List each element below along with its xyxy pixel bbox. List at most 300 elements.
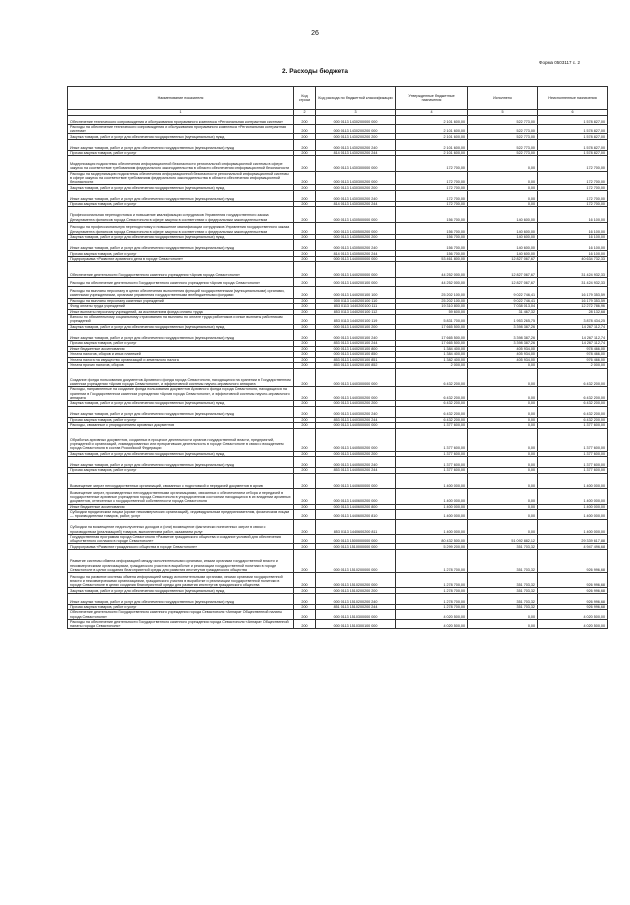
row-executed: 0,00 <box>468 363 538 369</box>
row-unexecuted: 4 947 496,68 <box>538 544 608 550</box>
row-kbk: 853 0113 1440200100 112 <box>316 309 396 315</box>
row-approved: 172 700,00 <box>396 171 468 185</box>
row-name: Модернизация подсистемы обеспечения информационной безопасности региональной информационной системы в сфере закупок на соответствие требованиям федерального законодательства в области обеспечения информационной безопасности <box>68 156 294 171</box>
row-kbk: 853 0113 1440200100 244 <box>316 341 396 347</box>
row-line-code: 200 <box>294 588 316 594</box>
table-row <box>68 534 608 544</box>
header-executed: Исполнено <box>468 87 538 110</box>
table-row <box>68 134 608 140</box>
row-unexecuted: 1 400 000,00 <box>538 510 608 520</box>
row-line-code: 200 <box>294 190 316 201</box>
row-kbk: 000 0113 1430200200 000 <box>316 124 396 134</box>
header-kbk: Код расхода по бюджетной классификации <box>316 87 396 110</box>
row-executed: 0,00 <box>468 468 538 474</box>
row-line-code: 200 <box>294 604 316 610</box>
table-row <box>68 387 608 401</box>
row-kbk: 000 0113 1430500000 000 <box>316 207 396 222</box>
row-kbk: 000 0113 1440600200 000 <box>316 489 396 504</box>
row-kbk: 000 0113 1440300200 240 <box>316 406 396 417</box>
row-kbk: 000 0113 1500000000 000 <box>316 534 396 544</box>
row-kbk: 000 0113 1430500200 000 <box>316 222 396 234</box>
row-unexecuted: 16 100,00 <box>538 240 608 251</box>
row-name: Закупка товаров, работ и услуг для обеспечения государственных (муниципальных) нужд <box>68 588 294 594</box>
table-row <box>68 489 608 504</box>
row-executed: 351 703,32 <box>468 588 538 594</box>
row-approved: 1 400 000,00 <box>396 489 468 504</box>
row-executed: 405 934,00 <box>468 357 538 363</box>
row-approved: 2 000,00 <box>396 363 468 369</box>
row-name: Иные выплаты персоналу учреждений, за исключением фонда оплаты труда <box>68 309 294 315</box>
row-name: Расходы на обеспечение деятельности Государственного казенного учреждения «Архив города Севастополя» <box>68 277 294 286</box>
row-executed: 522 773,00 <box>468 139 538 150</box>
row-line-code: 200 <box>294 341 316 347</box>
row-executed: 522 773,00 <box>468 150 538 156</box>
row-name: Возмещение затрат, произведенных негосударственными организациями, связанных с обеспечением отбора и передачей в государственные архивные учреждения города Севастополя в упорядоченном состоянии находящихся в их владении архивных документов, отнесенных к государственной собственности города Севастополя <box>68 489 294 504</box>
row-approved: 156 700,00 <box>396 207 468 222</box>
row-name: Иные закупки товаров, работ и услуг для обеспечения государственных (муниципальных) нужд <box>68 593 294 604</box>
row-line-code: 200 <box>294 251 316 257</box>
row-approved: 2 101 600,00 <box>396 116 468 125</box>
row-name: Расходы на выплаты персоналу в целях обеспечения выполнения функций государственными (муниципальными) органами, казенными учреждениями, органами управления государственными внебюджетными фондами <box>68 286 294 298</box>
table-row <box>68 330 608 341</box>
row-executed: 140 600,00 <box>468 251 538 257</box>
row-unexecuted: 978 466,00 <box>538 346 608 352</box>
row-line-code: 200 <box>294 387 316 401</box>
row-unexecuted: 172 700,00 <box>538 171 608 185</box>
row-approved: 2 101 600,00 <box>396 134 468 140</box>
row-approved: 4 020 500,00 <box>396 610 468 620</box>
row-kbk: 000 0113 1440300200 200 <box>316 401 396 407</box>
row-line-code: 200 <box>294 610 316 620</box>
row-approved: 172 700,00 <box>396 156 468 171</box>
table-row <box>68 234 608 240</box>
row-kbk: 000 0113 1440200100 100 <box>316 286 396 298</box>
table-row <box>68 619 608 629</box>
row-approved: 172 700,00 <box>396 201 468 207</box>
row-line-code: 200 <box>294 573 316 588</box>
row-executed: 0,00 <box>468 401 538 407</box>
row-executed: 0,00 <box>468 428 538 451</box>
row-kbk: 000 0113 1510200000 000 <box>316 549 396 572</box>
row-name: Прочая закупка товаров, работ и услуг <box>68 251 294 257</box>
table-row <box>68 368 608 387</box>
row-executed: 140 600,00 <box>468 240 538 251</box>
row-executed: 31 467,32 <box>468 309 538 315</box>
row-approved: 19 310 800,00 <box>396 304 468 310</box>
row-executed: 0,00 <box>468 417 538 423</box>
row-approved: 1 278 700,00 <box>396 588 468 594</box>
row-unexecuted: 1 377 600,00 <box>538 423 608 429</box>
table-row <box>68 222 608 234</box>
row-name: Иные закупки товаров, работ и услуг для обеспечения государственных (муниципальных) нужд <box>68 139 294 150</box>
row-line-code: 200 <box>294 234 316 240</box>
row-line-code: 200 <box>294 134 316 140</box>
row-name: Профессиональная переподготовка и повышение квалификации сотрудников Управления государственного заказа Департамента финансов города Севастополя в сфере закупок в соответствии с федеральным законодательством <box>68 207 294 222</box>
row-unexecuted: 978 466,00 <box>538 352 608 358</box>
table-row <box>68 428 608 451</box>
row-approved: 1 278 700,00 <box>396 593 468 604</box>
row-approved: 6 432 200,00 <box>396 406 468 417</box>
row-name: Взносы по обязательному социальному страхованию на выплаты по оплате труда работников и иные выплаты работникам учреждений <box>68 315 294 325</box>
row-executed: 351 703,32 <box>468 593 538 604</box>
row-unexecuted: 172 700,00 <box>538 185 608 191</box>
row-approved: 2 101 600,00 <box>396 124 468 134</box>
row-line-code: 200 <box>294 298 316 304</box>
row-kbk: 000 0113 1430200000 000 <box>316 116 396 125</box>
table-row <box>68 156 608 171</box>
row-line-code: 200 <box>294 451 316 457</box>
row-line-code: 200 <box>294 544 316 550</box>
row-approved: 80 432 500,00 <box>396 534 468 544</box>
row-kbk: 000 0113 1440000000 000 <box>316 256 396 262</box>
row-approved: 25 202 100,00 <box>396 298 468 304</box>
row-executed: 0,00 <box>468 201 538 207</box>
row-executed: 0,00 <box>468 406 538 417</box>
row-approved: 17 665 500,00 <box>396 330 468 341</box>
row-unexecuted: 926 996,68 <box>538 593 608 604</box>
row-executed: 0,00 <box>468 510 538 520</box>
row-kbk: 814 0113 1430500200 244 <box>316 251 396 257</box>
row-approved: 1 278 700,00 <box>396 604 468 610</box>
column-number: 4 <box>396 110 468 116</box>
table-row <box>68 573 608 588</box>
row-name: Прочая закупка товаров, работ и услуг <box>68 150 294 156</box>
row-executed: 0,00 <box>468 473 538 488</box>
row-name: Расходы на модернизацию подсистемы обеспечения информационной безопасности региональной информационной системы в сфере закупок на соответствие требованиям федерального законодательства в области обеспечения информационной безопасности <box>68 171 294 185</box>
table-row <box>68 593 608 604</box>
row-approved: 1 400 000,00 <box>396 510 468 520</box>
row-unexecuted: 1 377 600,00 <box>538 457 608 468</box>
row-name: Развитие системы обмена информацией между исполнительными органами, иными органами государственной власти и некоммерческими организациями, гражданского участия в выработке и реализации государственной политики в городе Севастополе в целях создания благоприятной среды для развития институтов гражданского общества <box>68 549 294 572</box>
row-approved: 25 202 100,00 <box>396 286 468 298</box>
row-executed: 9 022 746,41 <box>468 298 538 304</box>
row-unexecuted: 31 424 932,33 <box>538 277 608 286</box>
row-executed: 0,00 <box>468 171 538 185</box>
row-kbk: 000 0113 1430300200 000 <box>316 171 396 185</box>
row-approved: 1 384 400,00 <box>396 352 468 358</box>
row-approved: 17 665 500,00 <box>396 341 468 347</box>
row-unexecuted: 1 578 827,00 <box>538 124 608 134</box>
row-approved: 156 700,00 <box>396 251 468 257</box>
row-unexecuted: 1 400 000,00 <box>538 519 608 534</box>
row-unexecuted: 4 020 500,00 <box>538 619 608 629</box>
table-row <box>68 286 608 298</box>
row-unexecuted: 6 432 200,00 <box>538 406 608 417</box>
row-executed: 351 703,32 <box>468 544 538 550</box>
row-unexecuted: 14 267 112,74 <box>538 330 608 341</box>
row-name: Закупка товаров, работ и услуг для обеспечения государственных (муниципальных) нужд <box>68 324 294 330</box>
row-name: Подпрограмма «Развитие гражданского общества в городе Севастополе» <box>68 544 294 550</box>
row-line-code: 200 <box>294 277 316 286</box>
row-approved: 6 432 200,00 <box>396 368 468 387</box>
row-line-code: 200 <box>294 473 316 488</box>
row-kbk: 000 0113 1430300000 000 <box>316 156 396 171</box>
row-executed: 351 703,32 <box>468 549 538 572</box>
column-number: 2 <box>294 110 316 116</box>
row-kbk: 000 0113 1440500200 240 <box>316 457 396 468</box>
row-kbk: 000 0113 1430200200 200 <box>316 134 396 140</box>
row-unexecuted: 14 267 112,74 <box>538 341 608 347</box>
table-row <box>68 256 608 262</box>
row-name: Создание фонда пользования документов Архивного фонда города Севастополя, находящихся на хранении в Государственном казенном учреждении «Архив города Севастополя», и эффективной системы научно-справочного аппарата <box>68 368 294 387</box>
row-name: Государственная программа города Севастополя «Развитие гражданского общества и создание условий для обеспечения общественного согласия в городе Севастополе» <box>68 534 294 544</box>
section-title: 2. Расходы бюджета <box>282 68 348 75</box>
row-executed: 140 600,00 <box>468 207 538 222</box>
table-row <box>68 610 608 620</box>
row-unexecuted: 16 179 353,59 <box>538 286 608 298</box>
row-unexecuted: 172 700,00 <box>538 190 608 201</box>
row-executed: 0,00 <box>468 387 538 401</box>
row-unexecuted: 926 996,68 <box>538 573 608 588</box>
row-executed: 140 600,00 <box>468 234 538 240</box>
row-unexecuted: 40 634 732,33 <box>538 256 608 262</box>
row-line-code: 200 <box>294 309 316 315</box>
row-kbk: 000 0113 1430500200 200 <box>316 234 396 240</box>
row-unexecuted: 6 432 200,00 <box>538 401 608 407</box>
row-unexecuted: 16 100,00 <box>538 207 608 222</box>
row-unexecuted: 1 377 600,00 <box>538 428 608 451</box>
row-unexecuted: 1 400 000,00 <box>538 504 608 510</box>
row-kbk: 000 0113 1440300000 000 <box>316 368 396 387</box>
row-unexecuted: 172 700,00 <box>538 156 608 171</box>
row-name: Расходы на обеспечение деятельности Государственного казенного учреждения города Севастополя «Аппарат Общественной палаты города Севастополя» <box>68 619 294 629</box>
row-line-code: 200 <box>294 352 316 358</box>
row-line-code: 200 <box>294 222 316 234</box>
row-kbk: 000 0113 1440600000 000 <box>316 473 396 488</box>
row-approved: 1 377 600,00 <box>396 457 468 468</box>
header-unexecuted: Неисполненные назначения <box>538 87 608 110</box>
row-name: Закупка товаров, работ и услуг для обеспечения государственных (муниципальных) нужд <box>68 134 294 140</box>
row-kbk: 000 0113 1440500200 000 <box>316 428 396 451</box>
row-name: Иные закупки товаров, работ и услуг для обеспечения государственных (муниципальных) нужд <box>68 240 294 251</box>
row-executed: 0,00 <box>468 156 538 171</box>
row-approved: 172 700,00 <box>396 185 468 191</box>
row-name: Закупка товаров, работ и услуг для обеспечения государственных (муниципальных) нужд <box>68 451 294 457</box>
row-executed: 0,00 <box>468 185 538 191</box>
row-kbk: 000 0113 1440500000 000 <box>316 423 396 429</box>
row-line-code: 200 <box>294 150 316 156</box>
row-kbk: 000 0113 1440200100 000 <box>316 277 396 286</box>
row-unexecuted: 4 020 500,00 <box>538 610 608 620</box>
column-number: 6 <box>538 110 608 116</box>
row-name: Иные закупки товаров, работ и услуг для обеспечения государственных (муниципальных) нужд <box>68 406 294 417</box>
row-executed: 0,00 <box>468 504 538 510</box>
header-approved: Утвержденные бюджетные назначения <box>396 87 468 110</box>
row-kbk: 000 0113 1440200100 850 <box>316 352 396 358</box>
row-line-code: 200 <box>294 519 316 534</box>
table-row <box>68 139 608 150</box>
row-name: Иные закупки товаров, работ и услуг для обеспечения государственных (муниципальных) нужд <box>68 330 294 341</box>
row-line-code: 200 <box>294 286 316 298</box>
row-kbk: 000 0113 1510200200 240 <box>316 593 396 604</box>
row-kbk: 000 0113 1430500200 240 <box>316 240 396 251</box>
row-approved: 1 377 600,00 <box>396 451 468 457</box>
table-row <box>68 457 608 468</box>
row-kbk: 000 0113 1510300100 000 <box>316 619 396 629</box>
row-kbk: 000 0113 1440200100 200 <box>316 324 396 330</box>
row-kbk: 851 0113 1510200200 244 <box>316 604 396 610</box>
row-kbk: 853 0113 1440300200 244 <box>316 417 396 423</box>
row-executed: 0,00 <box>468 368 538 387</box>
row-approved: 53 461 800,00 <box>396 256 468 262</box>
column-number: 1 <box>68 110 294 116</box>
row-executed: 3 398 387,26 <box>468 341 538 347</box>
row-name: Расходы на профессиональную переподготовку и повышение квалификации сотрудников Управления государственного заказа Департамента финансов города Севастополя в сфере закупок в соответствии с федеральным законодательством <box>68 222 294 234</box>
row-line-code: 200 <box>294 201 316 207</box>
row-executed: 12 827 067,67 <box>468 277 538 286</box>
header-line-code: Код строки <box>294 87 316 110</box>
table-row <box>68 588 608 594</box>
row-approved: 6 432 200,00 <box>396 401 468 407</box>
row-name: Расходы, направленные на создание фонда пользования документов Архивного фонда города Севастополя, находящихся на хранении в Государственном казенном учреждении «Архив города Севастополя», и эффективной системы научно-справочного аппарата <box>68 387 294 401</box>
row-kbk: 814 0113 1430200200 244 <box>316 150 396 156</box>
row-unexecuted: 14 267 112,74 <box>538 324 608 330</box>
row-name: Закупка товаров, работ и услуг для обеспечения государственных (муниципальных) нужд <box>68 401 294 407</box>
row-kbk: 000 0113 1440500200 200 <box>316 451 396 457</box>
row-executed: 0,00 <box>468 190 538 201</box>
row-unexecuted: 6 432 200,00 <box>538 387 608 401</box>
row-executed: 7 038 013,04 <box>468 304 538 310</box>
row-name: Субсидии на возмещение недополученных доходов и (или) возмещение фактически понесенных затрат в связи с производством (реализацией) товаров, выполнением работ, оказанием услуг <box>68 519 294 534</box>
row-line-code: 200 <box>294 423 316 429</box>
row-approved: 5 831 700,00 <box>396 315 468 325</box>
table-row <box>68 549 608 572</box>
row-approved: 4 020 500,00 <box>396 619 468 629</box>
table-row <box>68 544 608 550</box>
row-name: Иные бюджетные ассигнования <box>68 504 294 510</box>
row-executed: 351 703,32 <box>468 604 538 610</box>
row-approved: 156 700,00 <box>396 222 468 234</box>
row-unexecuted: 926 996,68 <box>538 604 608 610</box>
row-line-code: 200 <box>294 171 316 185</box>
row-name: Обеспечение деятельности Государственного казенного учреждения города Севастополя «Аппарат Общественной палаты города Севастополя» <box>68 610 294 620</box>
row-unexecuted: 1 578 827,00 <box>538 134 608 140</box>
table-row <box>68 277 608 286</box>
table-row <box>68 116 608 125</box>
row-approved: 6 432 200,00 <box>396 417 468 423</box>
row-kbk: 000 0113 1510200200 200 <box>316 588 396 594</box>
row-line-code: 200 <box>294 330 316 341</box>
row-executed: 351 703,32 <box>468 573 538 588</box>
row-line-code: 200 <box>294 417 316 423</box>
row-name: Подпрограмма «Развитие архивного дела в городе Севастополе» <box>68 256 294 262</box>
row-executed: 0,00 <box>468 619 538 629</box>
row-name: Обеспечение деятельности Государственного казенного учреждения «Архив города Севастополя» <box>68 262 294 277</box>
row-name: Прочая закупка товаров, работ и услуг <box>68 201 294 207</box>
row-name: Расходы на обеспечение технического сопровождения и обслуживания программного комплекса «Региональная контрактная система» <box>68 124 294 134</box>
row-executed: 0,00 <box>468 423 538 429</box>
row-unexecuted: 12 272 786,96 <box>538 304 608 310</box>
row-kbk: 000 0113 1440200100 110 <box>316 298 396 304</box>
table-row <box>68 324 608 330</box>
row-line-code: 200 <box>294 357 316 363</box>
row-kbk: 000 0113 1440200100 240 <box>316 330 396 341</box>
row-line-code: 200 <box>294 256 316 262</box>
table-row <box>68 473 608 488</box>
table-row <box>68 519 608 534</box>
row-executed: 522 773,00 <box>468 124 538 134</box>
row-line-code: 200 <box>294 406 316 417</box>
row-executed: 51 092 882,12 <box>468 534 538 544</box>
row-approved: 172 700,00 <box>396 190 468 201</box>
row-unexecuted: 1 578 827,00 <box>538 150 608 156</box>
row-name: Прочая закупка товаров, работ и услуг <box>68 468 294 474</box>
table-row <box>68 207 608 222</box>
row-unexecuted: 16 179 353,59 <box>538 298 608 304</box>
row-approved: 1 400 000,00 <box>396 473 468 488</box>
row-approved: 1 377 600,00 <box>396 423 468 429</box>
row-executed: 522 773,00 <box>468 134 538 140</box>
row-line-code: 200 <box>294 510 316 520</box>
table-row <box>68 315 608 325</box>
row-kbk: 853 0113 1440600200 811 <box>316 519 396 534</box>
row-executed: 0,00 <box>468 610 538 620</box>
header-name: Наименование показателя <box>68 87 294 110</box>
row-kbk: 000 0113 1440300200 000 <box>316 387 396 401</box>
row-unexecuted: 1 377 600,00 <box>538 468 608 474</box>
table-row <box>68 357 608 363</box>
row-line-code: 200 <box>294 468 316 474</box>
row-unexecuted: 926 996,68 <box>538 549 608 572</box>
row-line-code: 200 <box>294 324 316 330</box>
table-row <box>68 124 608 134</box>
row-name: Расходы, связанные с упорядочением архивных документов <box>68 423 294 429</box>
row-line-code: 200 <box>294 549 316 572</box>
row-approved: 2 101 600,00 <box>396 139 468 150</box>
table-row <box>68 510 608 520</box>
row-executed: 3 398 387,26 <box>468 324 538 330</box>
row-approved: 6 432 200,00 <box>396 387 468 401</box>
row-approved: 2 101 600,00 <box>396 150 468 156</box>
table-row <box>68 171 608 185</box>
row-executed: 0,00 <box>468 457 538 468</box>
row-approved: 1 384 400,00 <box>396 346 468 352</box>
row-line-code: 200 <box>294 124 316 134</box>
row-kbk: 000 0113 1440200100 800 <box>316 346 396 352</box>
row-unexecuted: 16 100,00 <box>538 222 608 234</box>
row-line-code: 200 <box>294 139 316 150</box>
row-executed: 0,00 <box>468 519 538 534</box>
row-line-code: 200 <box>294 593 316 604</box>
table-row <box>68 240 608 251</box>
row-name: Уплата прочих налогов, сборов <box>68 363 294 369</box>
row-kbk: 000 0113 1440200000 000 <box>316 262 396 277</box>
row-name: Прочая закупка товаров, работ и услуг <box>68 341 294 347</box>
row-executed: 3 398 387,26 <box>468 330 538 341</box>
row-unexecuted: 172 700,00 <box>538 201 608 207</box>
row-executed: 522 773,00 <box>468 116 538 125</box>
row-name: Расходы на выплаты персоналу казенных учреждений <box>68 298 294 304</box>
row-approved: 1 278 700,00 <box>396 549 468 572</box>
row-name: Прочая закупка товаров, работ и услуг <box>68 604 294 610</box>
row-executed: 0,00 <box>468 489 538 504</box>
row-kbk: 853 0113 1440200100 111 <box>316 304 396 310</box>
row-approved: 44 252 000,00 <box>396 262 468 277</box>
row-kbk: 853 0113 1440500200 244 <box>316 468 396 474</box>
row-approved: 17 665 500,00 <box>396 324 468 330</box>
row-approved: 59 600,00 <box>396 309 468 315</box>
row-approved: 1 400 000,00 <box>396 519 468 534</box>
row-line-code: 200 <box>294 185 316 191</box>
table-row <box>68 406 608 417</box>
row-unexecuted: 2 000,00 <box>538 363 608 369</box>
form-code: Форма 0503117 с. 2 <box>539 60 580 65</box>
row-kbk: 000 0113 1430300200 200 <box>316 185 396 191</box>
row-line-code: 200 <box>294 262 316 277</box>
row-line-code: 200 <box>294 315 316 325</box>
row-unexecuted: 3 878 434,25 <box>538 315 608 325</box>
row-line-code: 200 <box>294 156 316 171</box>
